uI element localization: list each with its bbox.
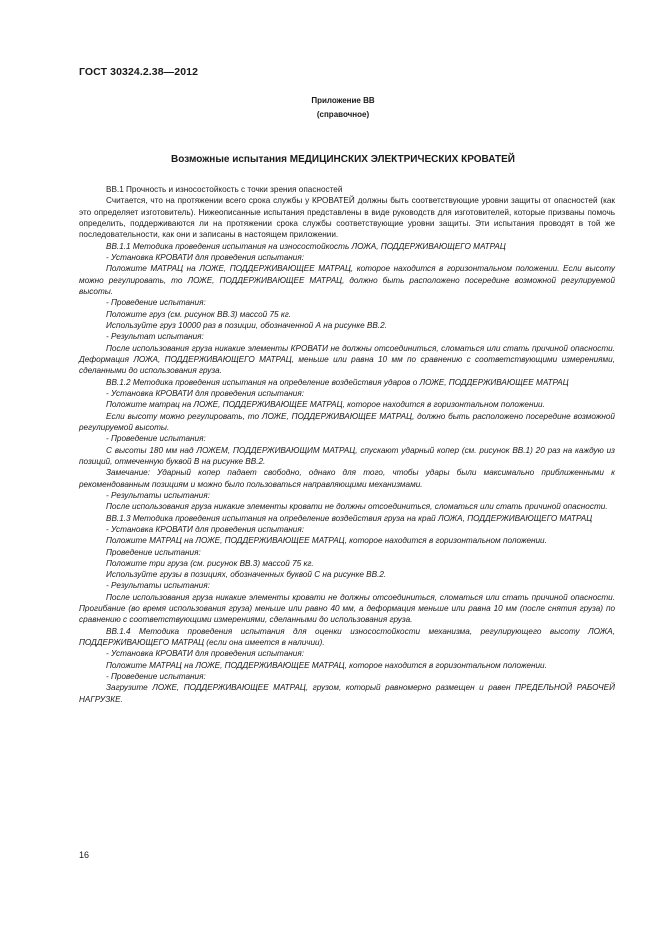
section-title: Возможные испытания МЕДИЦИНСКИХ ЭЛЕКТРИЧЕСКИХ КРОВАТЕЙ — [171, 154, 515, 165]
paragraph: - Результаты испытания: — [106, 581, 210, 591]
paragraph: Проведение испытания: — [106, 547, 201, 557]
paragraph: Положите три груза (см. рисунок ВВ.3) массой 75 кг. — [106, 558, 314, 568]
appendix-name: Приложение ВВ — [311, 96, 375, 105]
paragraph: - Проведение испытания: — [106, 298, 206, 308]
paragraph: Положите МАТРАЦ на ЛОЖЕ, ПОДДЕРЖИВАЮЩЕЕ МАТРАЦ, которое находится в горизонтальном положении. — [106, 660, 547, 670]
page-number: 16 — [79, 850, 90, 860]
paragraph: - Установка КРОВАТИ для проведения испытания: — [106, 649, 304, 659]
paragraph: После использования груза никакие элементы КРОВАТИ не должны отсоединиться, сломаться или стать причиной опасности. Деформация ЛОЖА, ПОДДЕРЖИВАЮЩЕГО МАТРАЦ, меньше или равна 10 мм по сравнению с соответствующими измерениями, сделанными до использования груза. — [79, 343, 615, 376]
clause-heading: ВВ.1.3 Методика проведения испытания на определение воздействия груза на край ЛОЖА, ПОДДЕРЖИВАЮЩЕГО МАТРАЦ — [106, 513, 593, 523]
paragraph: Загрузите ЛОЖЕ, ПОДДЕРЖИВАЮЩЕЕ МАТРАЦ, грузом, который равномерно размещен и равен ПРЕДЕЛЬНОЙ РАБОЧЕЙ НАГРУЗКЕ. — [79, 683, 615, 704]
paragraph: - Проведение испытания: — [106, 434, 206, 444]
paragraph: - Результат испытания: — [106, 332, 204, 342]
paragraph: Положите матрац на ЛОЖЕ, ПОДДЕРЖИВАЮЩЕЕ МАТРАЦ, которое находится в горизонтальном положении. — [106, 400, 545, 410]
clause-heading: ВВ.1.4 Методика проведения испытания для оценки износостойкости механизма, регулирующего высоту ЛОЖА, ПОДДЕРЖИВАЮЩЕГО МАТРАЦ (если она имеется в наличии). — [79, 626, 615, 648]
paragraph: Считается, что на протяжении всего срока службы у КРОВАТЕЙ должны быть соответствующие уровни защиты от опасностей (как это определяет изготовитель). Нижеописанные испытания представлены в виде руководств для изготовителей, которые призваны помочь определить, поддерживаются ли на протяжении срока службы соответствующие уровни защиты. Эти испытания проводят в той же последовательности, как они и записаны в настоящем приложении. — [79, 196, 615, 240]
clause-heading: ВВ.1 Прочность и износостойкость с точки зрения опасностей — [106, 185, 343, 194]
note: Замечание: Ударный копер падает свободно, однако для того, чтобы удары были максимально приближенными к рекомендованным позициям и можно было пользоваться направляющими механизмами. — [79, 468, 615, 489]
document-body — [79, 184, 615, 705]
paragraph: Используйте грузы в позициях, обозначенных буквой С на рисунке ВВ.2. — [106, 570, 387, 580]
paragraph: - Установка КРОВАТИ для проведения испытания: — [106, 252, 304, 262]
paragraph: - Установка КРОВАТИ для проведения испытания: — [106, 388, 304, 398]
appendix-type: (справочное) — [316, 110, 370, 119]
paragraph: - Проведение испытания: — [106, 672, 206, 682]
paragraph: Положите МАТРАЦ на ЛОЖЕ, ПОДДЕРЖИВАЮЩЕЕ МАТРАЦ, которое находится в горизонтальном положении. Если высоту можно регулировать, то ЛОЖЕ, ПОДДЕРЖИВАЮЩЕЕ МАТРАЦ, должно быть расположено посередине возможной регулируемой высоты. — [79, 264, 615, 296]
paragraph: После использования груза никакие элементы кровати не должны отсоединиться, сломаться или стать причиной опасности. — [106, 502, 608, 512]
paragraph: После использования груза никакие элементы кровати не должны отсоединиться, сломаться или стать причиной опасности. Прогибание (во время использования груза) меньше или равно 40 мм, а деформация меньше или равна 10 мм (после снятия груза) по сравнению с соответствующими измерениями, сделанными до использования груза. — [79, 592, 615, 625]
paragraph: Используйте груз 10000 раз в позиции, обозначенной А на рисунке ВВ.2. — [106, 320, 387, 330]
clause-heading: ВВ.1.2 Методика проведения испытания на определение воздействия ударов о ЛОЖЕ, ПОДДЕРЖИВАЮЩЕЕ МАТРАЦ — [106, 377, 569, 387]
paragraph: Положите груз (см. рисунок ВВ.3) массой 75 кг. — [106, 309, 292, 319]
paragraph: - Результаты испытания: — [106, 490, 210, 500]
paragraph: - Установка КРОВАТИ для проведения испытания: — [106, 524, 304, 534]
paragraph: С высоты 180 мм над ЛОЖЕМ, ПОДДЕРЖИВАЮЩИМ МАТРАЦ, спускают ударный копер (см. рисунок ВВ.1) 20 раз на каждую из позиций, отмеченную буквой В на рисунке ВВ.2. — [79, 445, 615, 466]
paragraph: Если высоту можно регулировать, то ЛОЖЕ, ПОДДЕРЖИВАЮЩЕЕ МАТРАЦ, должно быть расположено посередине возможной регулируемой высоты. — [79, 411, 615, 432]
paragraph: Положите МАТРАЦ на ЛОЖЕ, ПОДДЕРЖИВАЮЩЕЕ МАТРАЦ, которое находится в горизонтальном положении. — [106, 536, 547, 546]
clause-heading: ВВ.1.1 Методика проведения испытания на износостойкость ЛОЖА, ПОДДЕРЖИВАЮЩЕГО МАТРАЦ — [106, 241, 506, 251]
standard-code: ГОСТ 30324.2.38—2012 — [79, 66, 199, 78]
